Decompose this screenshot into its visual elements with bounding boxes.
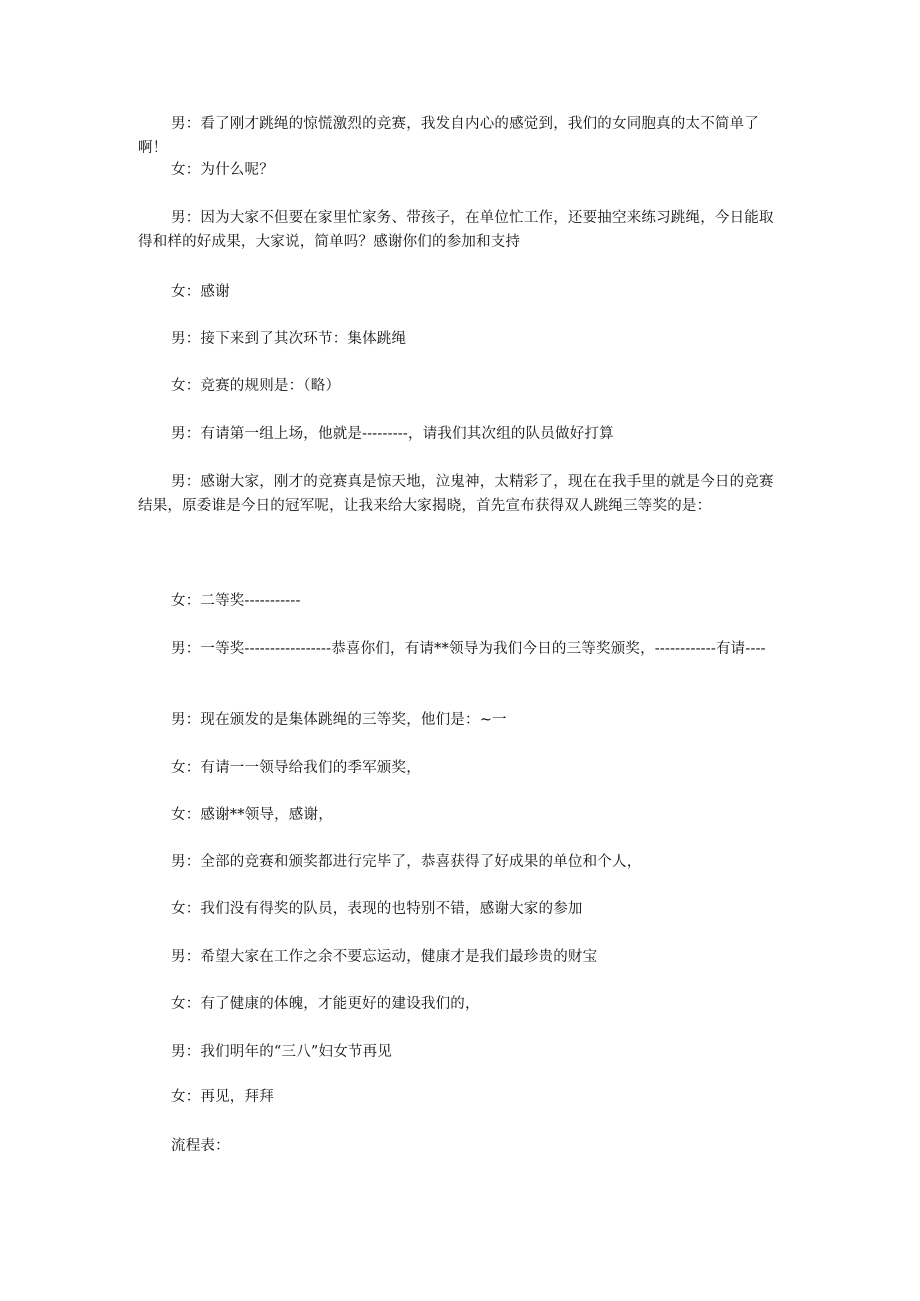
paragraph-5: 男：接下来到了其次环节：集体跳绳 bbox=[171, 331, 407, 347]
paragraph-19: 女：再见，拜拜 bbox=[171, 1089, 274, 1105]
paragraph-12: 女：有请一一领导给我们的季军颁奖， bbox=[171, 760, 421, 776]
paragraph-8: 男：感谢大家，刚才的竞赛真是惊天地，泣鬼神，太精彩了，现在在我手里的就是今日的竞赛结果，原委谁是今日的冠军呢，让我来给大家揭晓，首先宣布获得双人跳绳三等奖的是： bbox=[138, 474, 774, 514]
paragraph-6: 女：竞赛的规则是：（略） bbox=[171, 378, 341, 394]
paragraph-18: 男：我们明年的“三八”妇女节再见 bbox=[171, 1044, 393, 1060]
paragraph-9: 女：二等奖----------- bbox=[171, 593, 301, 609]
paragraph-10: 男：一等奖-----------------恭喜你们，有请**领导为我们今日的三等奖颁奖，------------有请---- bbox=[171, 641, 766, 657]
paragraph-7: 男：有请第一组上场，他就是---------，请我们其次组的队员做好打算 bbox=[171, 426, 614, 442]
paragraph-15: 女：我们没有得奖的队员，表现的也特别不错，感谢大家的参加 bbox=[171, 901, 583, 917]
paragraph-20: 流程表： bbox=[171, 1138, 230, 1154]
paragraph-3: 男：因为大家不但要在家里忙家务、带孩子，在单位忙工作，还要抽空来练习跳绳，今日能取得和样的好成果，大家说，简单吗？感谢你们的参加和支持 bbox=[138, 210, 774, 250]
paragraph-2: 女：为什么呢？ bbox=[171, 162, 274, 178]
paragraph-14: 男：全部的竞赛和颁奖都进行完毕了，恭喜获得了好成果的单位和个人， bbox=[171, 854, 642, 870]
paragraph-11: 男：现在颁发的是集体跳绳的三等奖，他们是：~一 bbox=[171, 712, 507, 728]
paragraph-4: 女：感谢 bbox=[171, 284, 230, 300]
paragraph-1: 男：看了刚才跳绳的惊慌激烈的竞赛，我发自内心的感觉到，我们的女同胞真的太不简单了啊！ bbox=[138, 116, 759, 156]
paragraph-16: 男：希望大家在工作之余不要忘运动，健康才是我们最珍贵的财宝 bbox=[171, 949, 598, 965]
paragraph-17: 女：有了健康的体魄，才能更好的建设我们的， bbox=[171, 996, 480, 1012]
paragraph-13: 女：感谢**领导，感谢， bbox=[171, 807, 333, 823]
